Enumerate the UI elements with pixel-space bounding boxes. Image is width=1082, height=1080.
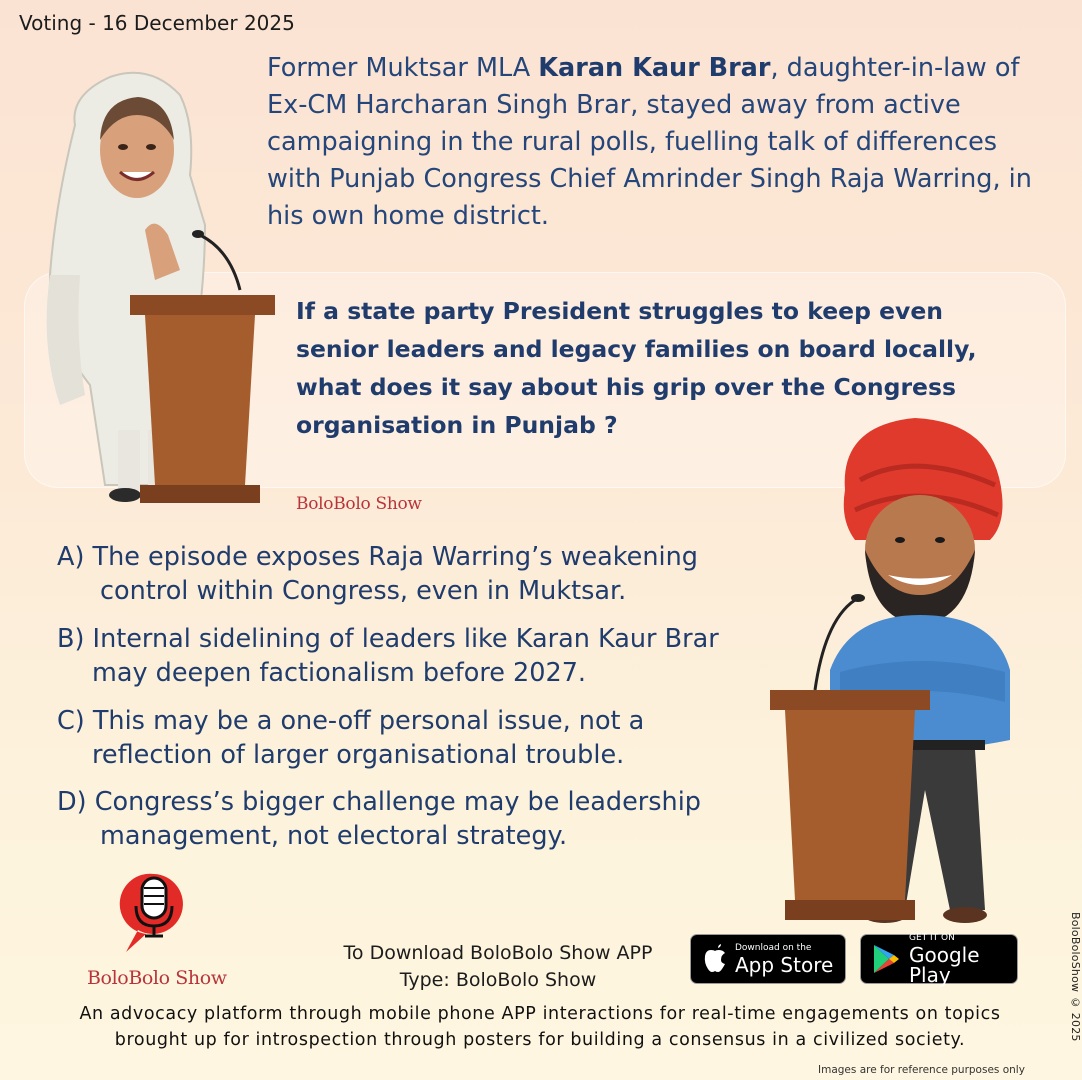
footer-description: [30, 1001, 1050, 1053]
google-play-icon: [871, 943, 901, 975]
option-a-line1: A) The episode exposes Raja Warring’s weakening: [57, 542, 698, 572]
copyright-vertical: BoloBoloShow © 2025: [1069, 912, 1082, 1042]
microphone-logo-icon: [118, 868, 190, 963]
option-a: [57, 540, 698, 608]
option-b-line2: may deepen factionalism before 2027.: [92, 658, 587, 688]
app-store-big-text: App Store: [735, 952, 834, 977]
option-d: [57, 785, 701, 853]
brand-watermark: BoloBolo Show: [296, 494, 422, 514]
apple-icon: [701, 944, 729, 974]
google-play-badge[interactable]: [860, 932, 1018, 987]
intro-name: Karan Kaur Brar: [538, 53, 771, 83]
download-instructions: [330, 940, 666, 994]
option-c-line1: C) This may be a one-off personal issue, not a: [57, 706, 645, 736]
intro-text: [267, 50, 1057, 235]
app-store-small-text: Download on the: [735, 942, 812, 953]
download-line1: To Download BoloBolo Show APP: [343, 942, 653, 964]
footer-line1: An advocacy platform through mobile phone APP interactions for real-time engagements on topics: [79, 1004, 1001, 1024]
option-c-line2: reflection of larger organisational trouble.: [92, 740, 625, 770]
option-a-line2: control within Congress, even in Muktsar.: [100, 576, 627, 606]
poll-question: If a state party President struggles to keep even senior leaders and legacy families on board locally, what does it say about his grip over the Congress organisation in Punjab ?: [296, 297, 977, 439]
logo-brand-name: BoloBolo Show: [87, 967, 227, 989]
option-c: [57, 704, 644, 772]
woman-leader-illustration: [30, 55, 280, 515]
option-b-line1: B) Internal sidelining of leaders like Karan Kaur Brar: [57, 624, 719, 654]
app-store-badge[interactable]: [690, 934, 846, 984]
google-big-text: Google Play: [909, 942, 980, 987]
google-small-text: GET IT ON: [909, 932, 955, 943]
download-line2: Type: BoloBolo Show: [399, 969, 597, 991]
intro-part1: Former Muktsar MLA: [267, 53, 539, 83]
option-d-line1: D) Congress’s bigger challenge may be leadership: [57, 787, 701, 817]
disclaimer: Images are for reference purposes only: [818, 1064, 1025, 1076]
man-leader-illustration: [770, 410, 1030, 930]
option-b: [57, 622, 719, 690]
voting-date: Voting - 16 December 2025: [19, 11, 295, 35]
option-d-line2: management, not electoral strategy.: [100, 821, 568, 851]
footer-line2: brought up for introspection through posters for building a consensus in a civilized society.: [114, 1030, 966, 1050]
intro-part2: , daughter-in-law of Ex-CM Harcharan Singh Brar, stayed away from active campaigning in the rural polls, fuelling talk of differences with Punjab Congress Chief Amrinder Singh Raja Warring, in his own home district.: [267, 53, 1032, 231]
